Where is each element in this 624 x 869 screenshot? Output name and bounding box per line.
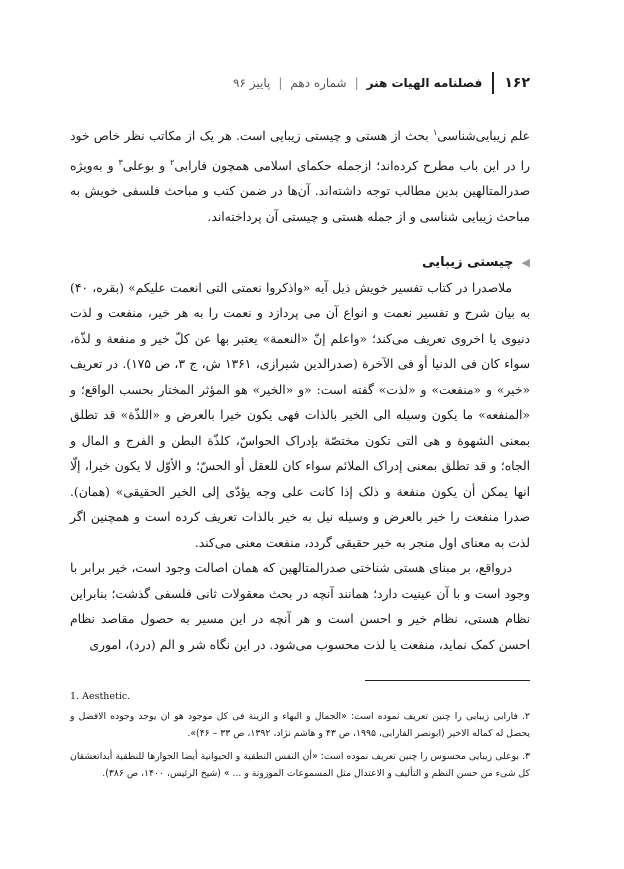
- footnotes: [70, 680, 530, 782]
- running-header: [70, 70, 530, 96]
- section-heading: [70, 250, 530, 276]
- intro-text: و به‌ویژه صدرالمتالهین بدین مطالب توجه داشته‌اند. آن‌ها در ضمن کتب و مباحث فلسفی خویش به مباحث زیبایی شناسی و از جمله هستی و چیستی آن پرداخته‌اند.: [70, 158, 530, 224]
- section-paragraph-1: ملاصدرا در کتاب تفسیر خویش ذیل آیه «واذکروا نعمتی التی انعمت علیکم» (بقره، ۴۰) به بیان شرح و تفسیر نعمت و انواع آن می پردازد و نعمت را به هر خیر، منفعت و لذت دنیوی یا اخروی تعریف می‌کند؛ «واعلم إنّ «النعمة» یعتبر بها عن کلّ خیر و منفعة و لذّة، سواء کان فی الدنیا أو فی الآخرة (صدرالدین شیرازی، ۱۳۶۱ ش، ج ۳، ص ۱۷۵). در تعریف «خیر» و «منفعت» و «لذت» گفته است: «و «الخیر» هو المؤثر المختار بحسب الواقع؛ و «المنفعه» ما یکون وسیله الی الخیر بالذات فهی یکون خیرا بالعرض و «اللذّة» قد تطلق بمعنی الشهوة و هی التی تکون مختصّة بإدراک الحواسّ، کلذّة البطن و الفرج و المال و الجاه؛ و قد تطلق بمعنی إدراک الملائم سواء کان للعقل أو الحسّ؛ و الأوّل لا یکون خیرا، إلّا انها یمکن أن یکون منفعة و ذلک إذا کانت علی وجه یؤدّی إلی الخیر الحقیقی» (همان). صدرا منفعت را خیر بالعرض و وسیله نیل به خیر بالذات تعریف کرده است و همچنین اگر لذت به معنای اول منجر به خیر حقیقی گردد، منفعت معنی می‌کند.: [70, 280, 530, 550]
- journal-title: فصلنامه الهیات هنر: [366, 76, 483, 90]
- footnote-1: 1. Aesthetic.: [70, 691, 131, 702]
- section-title: چیستی زیبایی: [422, 255, 514, 271]
- header-divider-bar: [492, 72, 494, 94]
- intro-text: بحث از هستی و چیستی زیبایی است. هر یک از مکاتب نظر خاص خود را در این باب مطرح کرده‌اند؛ ازجمله حکمای اسلامی همچون فارابی: [70, 129, 530, 173]
- footnote-rule: [365, 680, 530, 681]
- header-separator: |: [354, 76, 359, 90]
- issue-season: پاییز ۹۶: [233, 76, 271, 90]
- body-text: [70, 120, 530, 658]
- section-paragraph-2: درواقع، بر مبنای هستی شناختی صدرالمتالهین که همان اصالت وجود است، خیر برابر با وجود است و با آن عینیت دارد؛ همانند آنچه در بحث معقولات ثانی فلسفی گذشت؛ بنابراین نظام هستی، نظام خیر و احسن است و هر آنچه در این مسیر به حصول مقاصد نظام احسن کمک نماید، منفعت یا لذت محسوب می‌شود. در این نگاه شر و الم (درد)، اموری: [70, 561, 530, 652]
- footnote-2: ۲. فارابی زیبایی را چنین تعریف نموده است: «الجمال و البهاء و الزینة فی کل موجود هو ان یوجد وجوده الافضل و یحصل له کماله الاخیر (ابونصر الفارابی، ۱۹۹۵، ص ۴۳ و هاشم نژاد، ۱۳۹۲، ص ۳۳ – ۴۶)».: [70, 711, 530, 739]
- issue-number: شماره دهم: [290, 76, 347, 90]
- intro-paragraph: [70, 120, 530, 230]
- intro-text: علم زیبایی‌شناسی: [437, 129, 531, 144]
- header-separator: |: [278, 76, 283, 90]
- footnote-3: ۳. بوعلی زیبایی محسوس را چنین تعریف نموده است: «أن النفس النطقیة و الحیوانیة أیضا الجوارها للنطقیة أبداتعشقان کل شیء من حسن النظم و التألیف و الاعتدال مثل المسموعات الموزونة و ... » (شیخ الرئیس، ۱۴۰۰، ص ۳۸۶).: [70, 751, 530, 779]
- footnote-ref-3[interactable]: ۳: [118, 157, 123, 167]
- footnote-ref-1[interactable]: ۱: [432, 128, 438, 137]
- page-number: ۱۶۲: [504, 75, 530, 91]
- intro-text: و بوعلی: [122, 158, 171, 173]
- triangle-marker-icon: ◀: [521, 256, 530, 270]
- footnote-ref-2[interactable]: ۲: [170, 157, 175, 167]
